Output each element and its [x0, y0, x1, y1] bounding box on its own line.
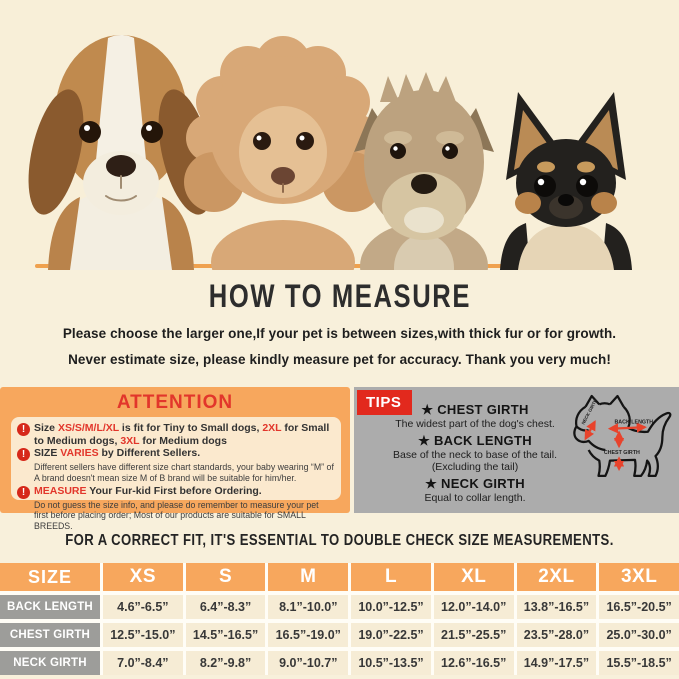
row-label-chest-girth: CHEST GIRTH — [0, 623, 100, 647]
exclamation-icon: ! — [17, 448, 30, 461]
tips-body-back: Base of the neck to base of the tail. — [392, 449, 558, 462]
attention-content — [11, 417, 341, 531]
table-cell: 9.0”-10.7” — [268, 651, 348, 675]
tips-body-chest: The widest part of the dog's chest. — [395, 418, 555, 430]
table-cell: 8.2”-9.8” — [186, 651, 266, 675]
fit-note: FOR A CORRECT FIT, IT'S ESSENTIAL TO DOUBLE CHECK SIZE MEASUREMENTS. — [65, 532, 614, 549]
attention-box — [0, 387, 350, 531]
tips-head-back: ★ BACK LENGTH — [418, 433, 532, 449]
attention-item-text: Size XS/S/M/L/XL is fit for Tiny to Small dogs, 2XL for Small to Medium dogs, 3XL for Medium dogs — [34, 422, 330, 447]
table-cell: 23.5”-28.0” — [517, 623, 597, 647]
table-cell: 16.5”-19.0” — [268, 623, 348, 647]
table-cell: 19.0”-22.5” — [351, 623, 431, 647]
diagram-label-chest-girth: CHEST GIRTH — [603, 449, 640, 456]
attention-item-subtext: Different sellers have different size chart standards, your baby wearing “M” of A brand doesn't mean size M of B brand will be suitable for him/her. — [34, 462, 334, 483]
tips-body-neck: Equal to collar length. — [424, 492, 526, 505]
attention-item-subtext: Do not guess the size info, and please do remember to measure your pet first before placing order; Most of our products are suitable for SMALL BREEDS. — [34, 499, 319, 531]
table-cell: 6.4”-8.3” — [186, 595, 266, 619]
attention-item-text: SIZE VARIES by Different Sellers. — [34, 447, 201, 460]
section-title: HOW TO MEASURE — [208, 278, 471, 314]
table-header-m: M — [268, 563, 348, 591]
table-header-3xl: 3XL — [599, 563, 679, 591]
attention-item-measure — [17, 485, 334, 499]
how-to-measure-section — [0, 272, 679, 367]
tips-head-neck: ★ NECK GIRTH — [425, 476, 525, 492]
attention-item-sizes — [17, 422, 334, 447]
table-cell: 14.9”-17.5” — [517, 651, 597, 675]
table-cell: 12.5”-15.0” — [103, 623, 183, 647]
tips-head-chest: ★ CHEST GIRTH — [421, 402, 529, 417]
star-icon: ★ — [418, 433, 431, 449]
size-table — [0, 563, 679, 675]
table-cell: 14.5”-16.5” — [186, 623, 266, 647]
measure-note-1: Please choose the larger one,If your pet is between sizes,with thick fur or for growth. — [62, 326, 617, 341]
table-header-size: SIZE — [0, 563, 100, 591]
attention-item-text: MEASURE Your Fur-kid First before Ordering. — [34, 484, 262, 497]
exclamation-icon: ! — [17, 423, 30, 436]
table-cell: 16.5”-20.5” — [599, 595, 679, 619]
table-cell: 15.5”-18.5” — [599, 651, 679, 675]
table-header-2xl: 2XL — [517, 563, 597, 591]
exclamation-icon: ! — [17, 486, 30, 499]
dog-measurement-diagram — [555, 393, 677, 507]
table-cell: 4.6”-6.5” — [103, 595, 183, 619]
table-header-l: L — [351, 563, 431, 591]
dog-photos-banner — [0, 0, 679, 270]
table-cell: 13.8”-16.5” — [517, 595, 597, 619]
table-cell: 21.5”-25.5” — [434, 623, 514, 647]
table-cell: 25.0”-30.0” — [599, 623, 679, 647]
fit-note-wrap — [0, 532, 679, 550]
table-header-s: S — [186, 563, 266, 591]
star-icon: ★ — [421, 402, 434, 417]
tips-badge: TIPS — [357, 390, 412, 415]
tips-body-back-2: (Excluding the tail) — [431, 461, 519, 474]
tips-box — [354, 387, 679, 513]
diagram-label-neck-girth: NECK GIRTH — [580, 398, 599, 426]
table-cell: 8.1”-10.0” — [268, 595, 348, 619]
tips-content — [380, 399, 570, 504]
row-label-back-length: BACK LENGTH — [0, 595, 100, 619]
diagram-label-back-length: BACK LENGTH — [614, 419, 654, 426]
table-header-xl: XL — [434, 563, 514, 591]
dogs-illustration — [0, 0, 679, 270]
attention-item-varies — [17, 447, 334, 461]
table-cell: 12.6”-16.5” — [434, 651, 514, 675]
table-cell: 7.0”-8.4” — [103, 651, 183, 675]
star-icon: ★ — [425, 476, 438, 492]
table-cell: 10.5”-13.5” — [351, 651, 431, 675]
table-cell: 10.0”-12.5” — [351, 595, 431, 619]
table-header-xs: XS — [103, 563, 183, 591]
table-cell: 12.0”-14.0” — [434, 595, 514, 619]
info-row — [0, 387, 679, 531]
measure-note-2: Never estimate size, please kindly measure pet for accuracy. Thank you very much! — [68, 352, 611, 367]
attention-title: ATTENTION — [116, 392, 234, 413]
row-label-neck-girth: NECK GIRTH — [0, 651, 100, 675]
